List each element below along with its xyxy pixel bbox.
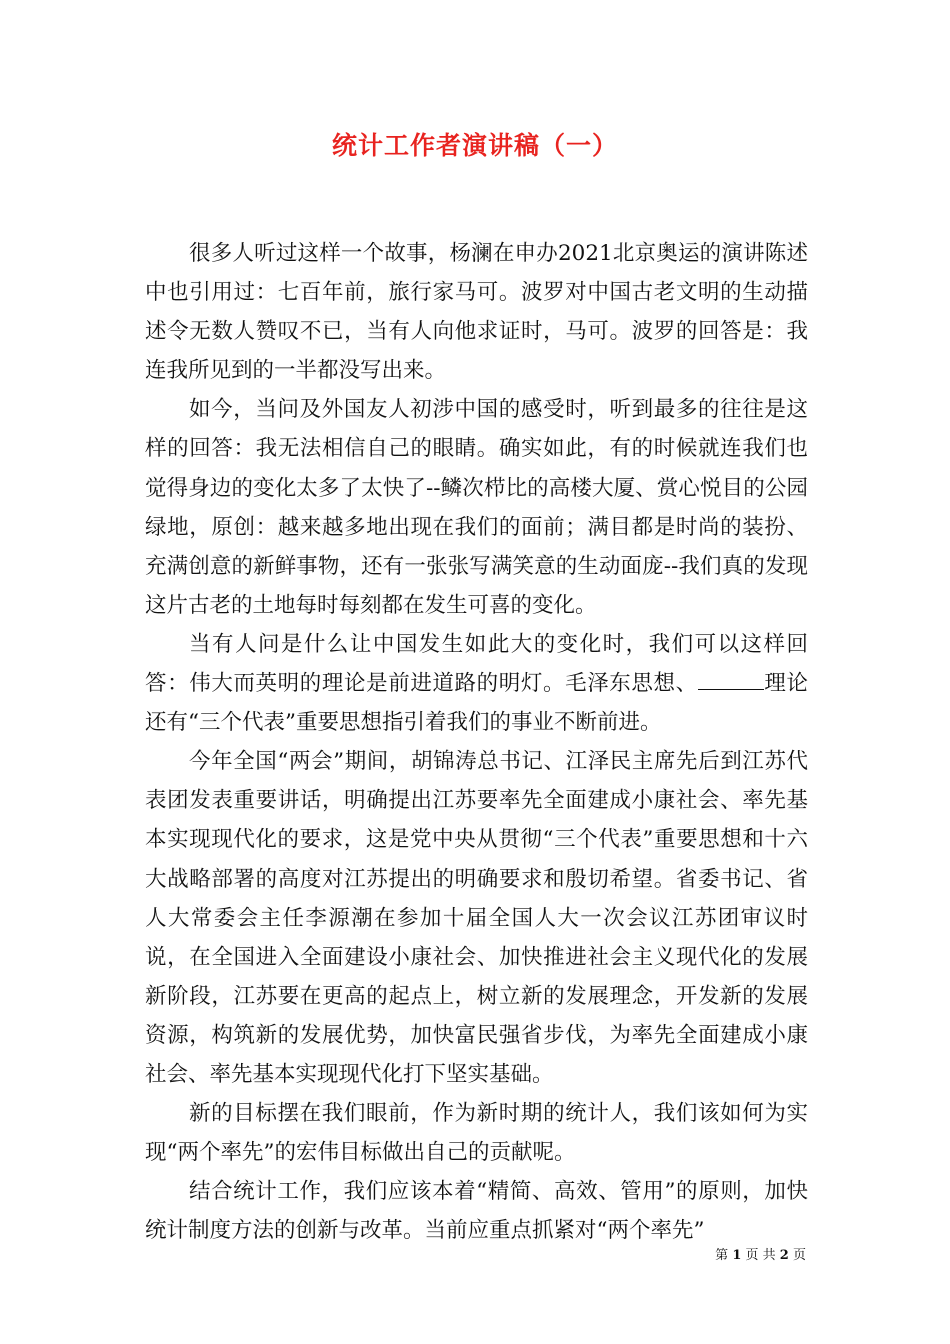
footer-suffix: 页 <box>792 1248 806 1263</box>
paragraph-6: 结合统计工作，我们应该本着“精简、高效、管用”的原则，加快统计制度方法的创新与改革。当前应重点抓紧对“两个率先” <box>145 1179 808 1244</box>
footer-current-page: 1 <box>732 1248 742 1263</box>
fill-in-blank <box>698 667 764 690</box>
page-footer <box>700 1248 806 1264</box>
footer-total-pages: 2 <box>779 1248 789 1263</box>
paragraph-1: 很多人听过这样一个故事，杨澜在申办2021北京奥运的演讲陈述中也引用过：七百年前，旅行家马可。波罗对中国古老文明的生动描述令无数人赞叹不已，当有人向他求证时，马可。波罗的回答是：我连我所见到的一半都没写出来。 <box>145 241 808 384</box>
footer-prefix: 第 <box>715 1248 729 1263</box>
paragraph-3-text-after-blank: 理论还有“三个代表”重要思想指引着我们的事业不断前进。 <box>145 671 808 736</box>
footer-middle: 页 共 <box>745 1248 776 1263</box>
paragraph-3 <box>145 625 808 742</box>
paragraph-3-text-before-blank: 当有人问是什么让中国发生如此大的变化时，我们可以这样回答：伟大而英明的理论是前进道路的明灯。毛泽东思想、 <box>145 631 808 697</box>
paragraph-5: 新的目标摆在我们眼前，作为新时期的统计人，我们该如何为实现“两个率先”的宏伟目标做出自己的贡献呢。 <box>145 1101 808 1166</box>
document-body <box>145 234 808 1250</box>
paragraph-2: 如今，当问及外国友人初涉中国的感受时，听到最多的往往是这样的回答：我无法相信自己的眼睛。确实如此，有的时候就连我们也觉得身边的变化太多了太快了--鳞次栉比的高楼大厦、赏心悦目的公园绿地，原创：越来越多地出现在我们的面前；满目都是时尚的装扮、充满创意的新鲜事物，还有一张张写满笑意的生动面庞--我们真的发现这片古老的土地每时每刻都在发生可喜的变化。 <box>145 397 808 618</box>
paragraph-4: 今年全国“两会”期间，胡锦涛总书记、江泽民主席先后到江苏代表团发表重要讲话，明确提出江苏要率先全面建成小康社会、率先基本实现现代化的要求，这是党中央从贯彻“三个代表”重要思想和十六大战略部署的高度对江苏提出的明确要求和殷切希望。省委书记、省人大常委会主任李源潮在参加十届全国人大一次会议江苏团审议时说，在全国进入全面建设小康社会、加快推进社会主义现代化的发展新阶段，江苏要在更高的起点上，树立新的发展理念，开发新的发展资源，构筑新的发展优势，加快富民强省步伐，为率先全面建成小康社会、率先基本实现现代化打下坚实基础。 <box>145 749 808 1087</box>
document-title: 统计工作者演讲稿（一） <box>331 131 618 160</box>
